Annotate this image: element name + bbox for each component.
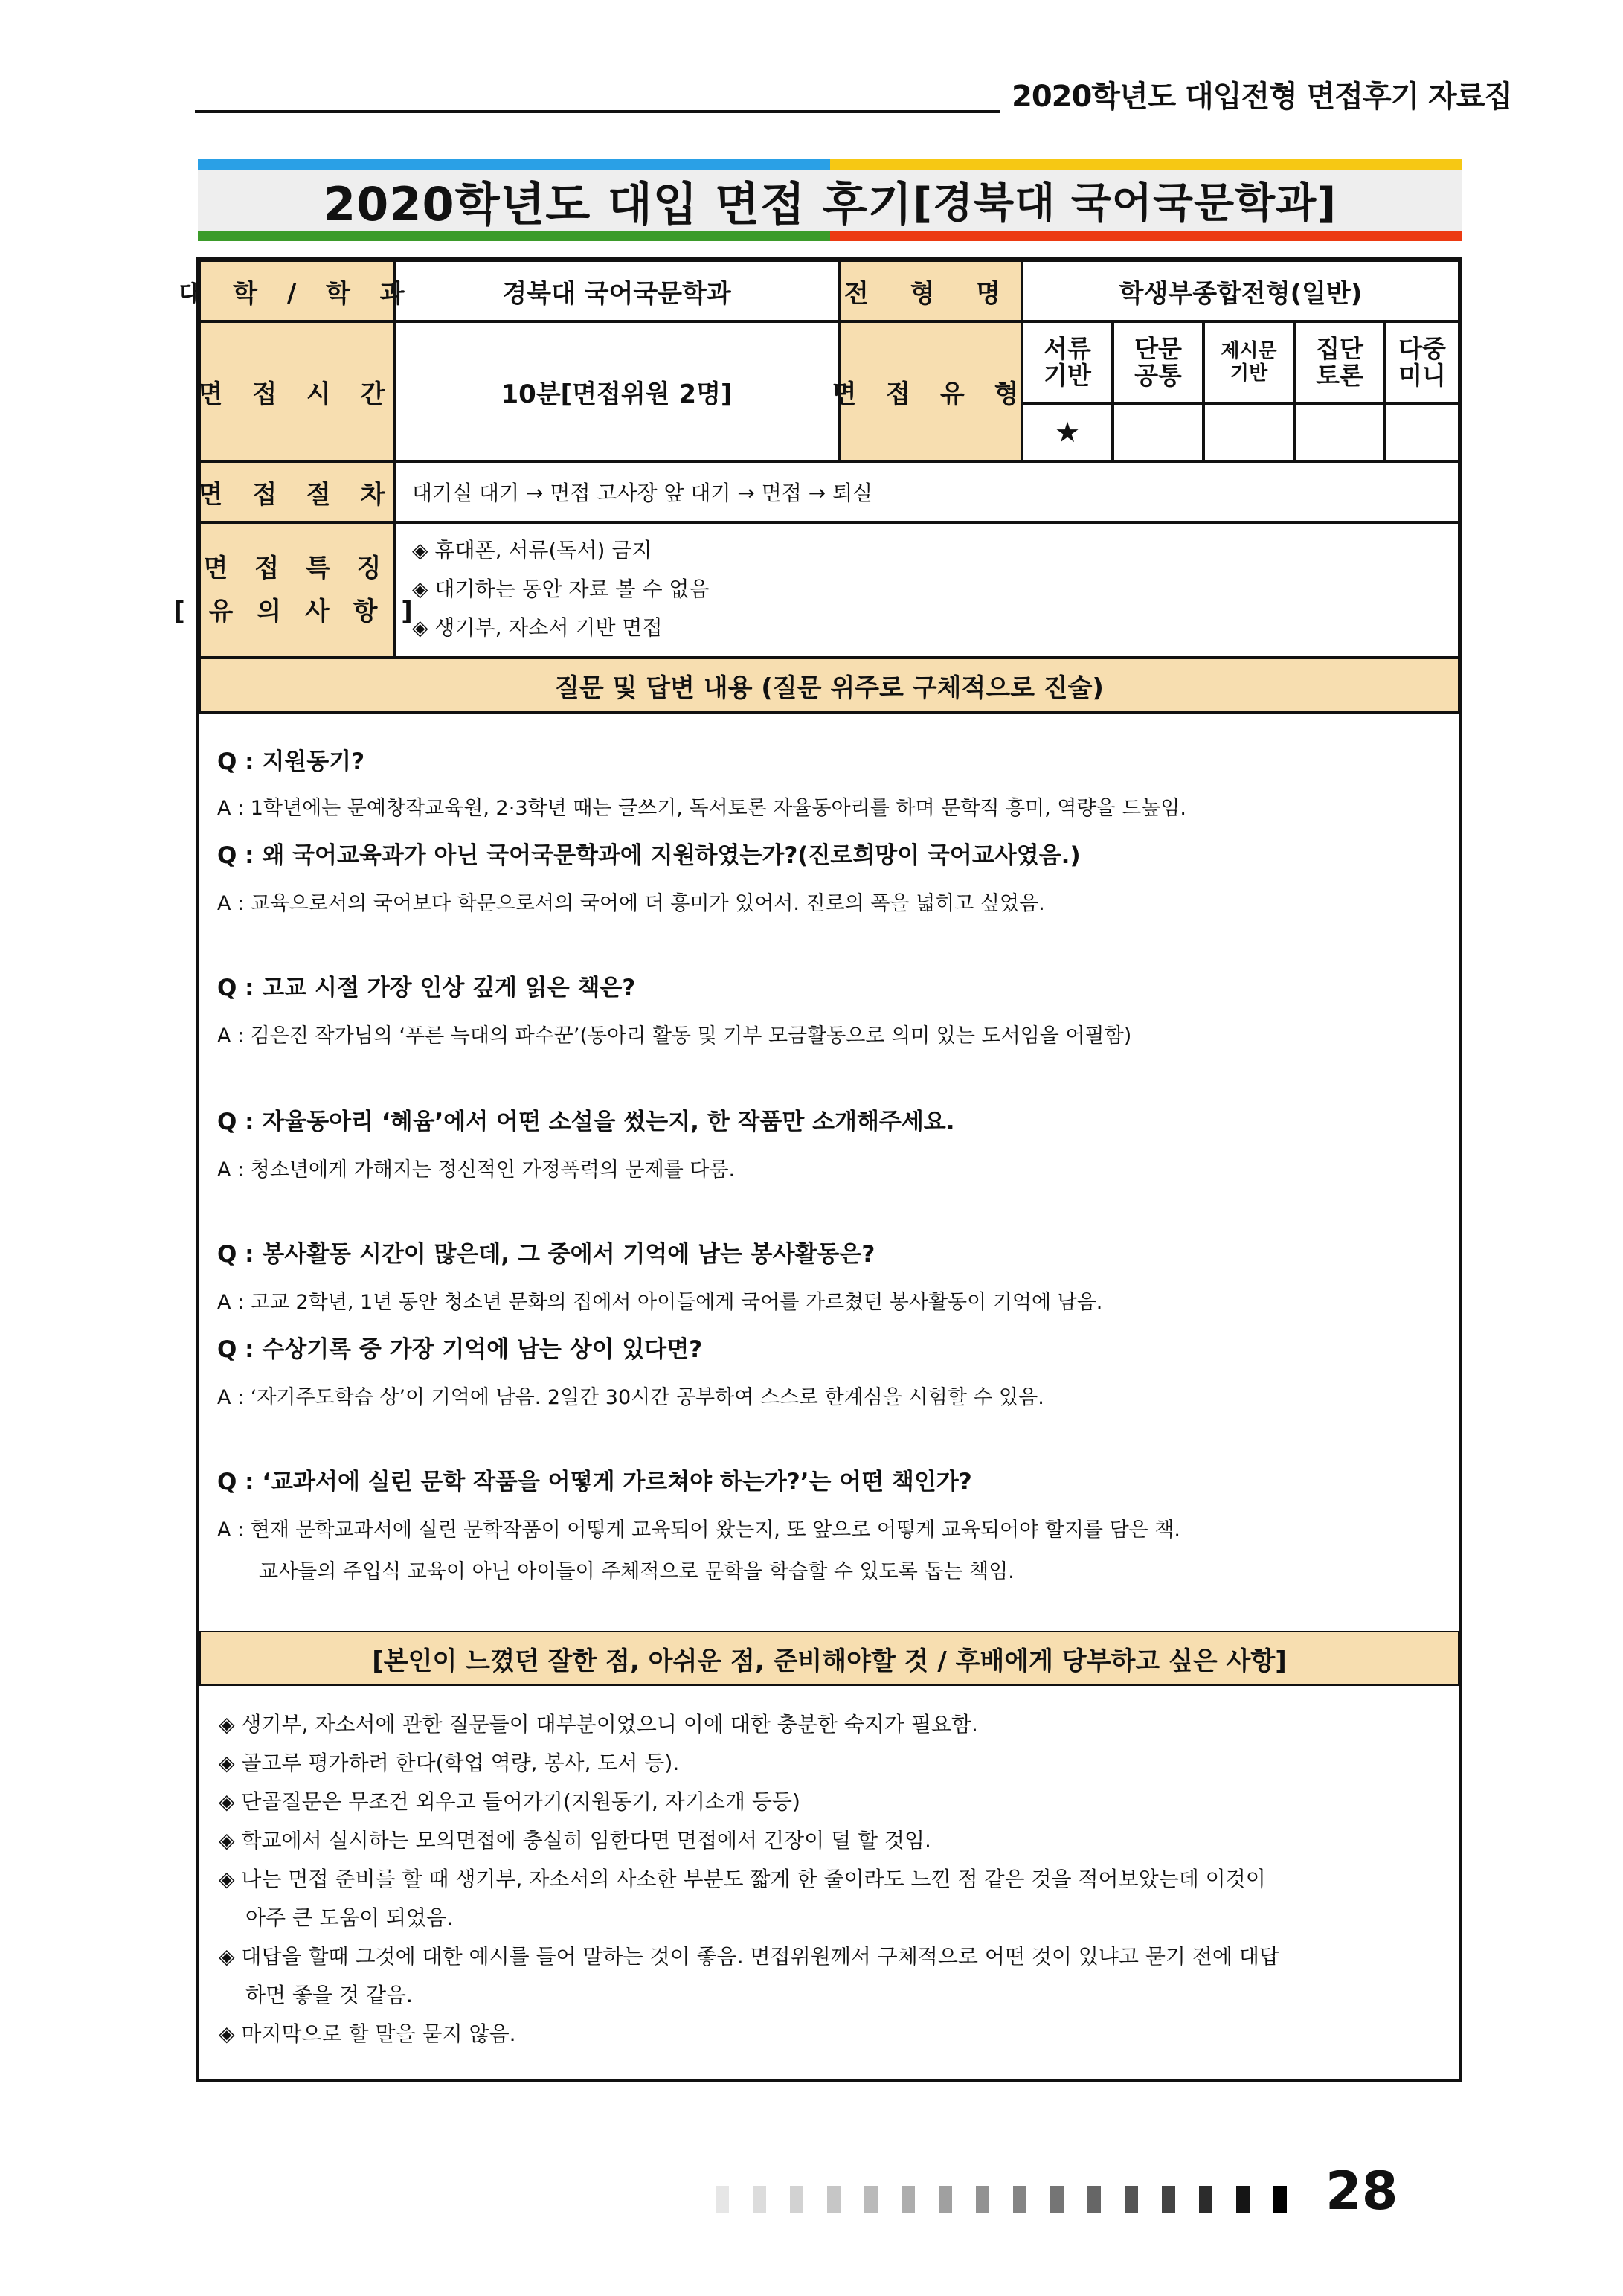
mode-mark-empty	[1294, 403, 1385, 461]
mode-mark-empty	[1113, 403, 1203, 461]
selected-star-icon: ★	[1022, 403, 1113, 461]
feature-label-main: 면 접 특 징	[203, 554, 391, 583]
footer-square	[716, 2186, 729, 2213]
footer-square	[1162, 2186, 1175, 2213]
title-banner	[198, 159, 1462, 241]
page-title-main: 2020학년도 대입 면접 후기	[324, 176, 913, 231]
footer-square	[864, 2186, 878, 2213]
tip-item: ◈ 생기부, 자소서에 관한 질문들이 대부분이었으니 이에 대한 충분한 숙지가 필요함.	[219, 1712, 978, 1737]
answer-1: A : 1학년에는 문예창작교육원, 2·3학년 때는 글쓰기, 독서토론 자율동아리를 하며 문학적 흥미, 역량을 드높임.	[217, 797, 1186, 820]
footer-square	[1087, 2186, 1101, 2213]
mode-mark-empty	[1385, 403, 1459, 461]
question-7: Q : ‘교과서에 실린 문학 작품을 어떻게 가르쳐야 하는가?’는 어떤 책인가?	[217, 1469, 972, 1495]
answer-7-continued: 교사들의 주입식 교육이 아닌 아이들이 주체적으로 문학을 학습할 수 있도록 돕는 책임.	[259, 1560, 1015, 1583]
page-number: 28	[1325, 2161, 1398, 2222]
footer-square	[1013, 2186, 1026, 2213]
header-rule	[195, 110, 1000, 113]
feature-list	[394, 522, 1459, 658]
footer-square	[827, 2186, 841, 2213]
page-title	[198, 170, 1462, 231]
footer-square	[976, 2186, 989, 2213]
interview-form	[173, 257, 1462, 2082]
tip-item-continued: 하면 좋을 것 같음.	[245, 1983, 413, 2007]
question-4: Q : 자율동아리 ‘혜윰’에서 어떤 소설을 썼는지, 한 작품만 소개해주세요.	[217, 1109, 955, 1135]
answer-3: A : 김은진 작가님의 ‘푸른 늑대의 파수꾼’(동아리 활동 및 기부 모금활동으로 의미 있는 도서임을 어필함)	[217, 1024, 1132, 1048]
univ-label: 대 학 / 학 과	[199, 260, 394, 321]
qa-divider	[199, 713, 1459, 719]
feature-label-sub: [ 유 의 사 항 ]	[173, 597, 420, 626]
type-label: 전 형 명	[839, 260, 1022, 321]
proc-label: 면 접 절 차	[199, 461, 394, 522]
question-1: Q : 지원동기?	[217, 748, 365, 775]
tip-item: ◈ 학교에서 실시하는 모의면접에 충실히 임한다면 면접에서 긴장이 덜 할 것임.	[219, 1828, 931, 1853]
mode-mark-empty	[1203, 403, 1294, 461]
qa-body	[199, 719, 1459, 1631]
tip-item-continued: 아주 큰 도움이 되었음.	[245, 1905, 454, 1930]
question-2: Q : 왜 국어교육과가 아닌 국어국문학과에 지원하였는가?(진로희망이 국어교사였음.)	[217, 842, 1081, 869]
tips-body	[199, 1686, 1459, 2079]
univ-value: 경북대 국어국문학과	[394, 260, 839, 321]
feature-item: ◈ 휴대폰, 서류(독서) 금지	[412, 538, 652, 562]
answer-7: A : 현재 문학교과서에 실린 문학작품이 어떻게 교육되어 왔는지, 또 앞으로 어떻게 교육되어야 할지를 담은 책.	[217, 1519, 1180, 1542]
footer-square	[1199, 2186, 1212, 2213]
banner-bar-yellow	[830, 159, 1462, 170]
type-value: 학생부종합전형(일반)	[1022, 260, 1459, 321]
qa-section-header: 질문 및 답변 내용 (질문 위주로 구체적으로 진술)	[199, 658, 1459, 713]
footer-square	[790, 2186, 803, 2213]
footer-square	[1273, 2186, 1287, 2213]
tip-item: ◈ 대답을 할때 그것에 대한 예시를 들어 말하는 것이 좋음. 면접위원께서 구체적으로 어떤 것이 있냐고 묻기 전에 대답	[219, 1944, 1279, 1969]
footer-square	[902, 2186, 915, 2213]
proc-value: 대기실 대기 → 면접 고사장 앞 대기 → 면접 → 퇴실	[394, 461, 1459, 522]
question-5: Q : 봉사활동 시간이 많은데, 그 중에서 기억에 남는 봉사활동은?	[217, 1241, 875, 1268]
footer-square	[1236, 2186, 1250, 2213]
mode-multiple-mini: 다중 미니	[1385, 321, 1459, 403]
tips-section-header: [본인이 느꼈던 잘한 점, 아쉬운 점, 준비해야할 것 / 후배에게 당부하고 싶은 사항]	[199, 1631, 1459, 1686]
mode-label: 면 접 유 형	[839, 321, 1022, 461]
footer-square	[1125, 2186, 1138, 2213]
feature-item: ◈ 대기하는 동안 자료 볼 수 없음	[412, 577, 710, 601]
answer-4: A : 청소년에게 가해지는 정신적인 가정폭력의 문제를 다룸.	[217, 1158, 736, 1181]
time-label: 면 접 시 간	[199, 321, 394, 461]
answer-6: A : ‘자기주도학습 상’이 기억에 남음. 2일간 30시간 공부하여 스스로 한계심을 시험할 수 있음.	[217, 1386, 1044, 1409]
feature-item: ◈ 생기부, 자소서 기반 면접	[412, 615, 663, 640]
question-3: Q : 고교 시절 가장 인상 깊게 읽은 책은?	[217, 975, 636, 1001]
feature-label	[173, 522, 420, 658]
footer-square	[939, 2186, 952, 2213]
banner-bar-red	[830, 231, 1462, 241]
banner-bar-green	[198, 231, 830, 241]
answer-2: A : 교육으로서의 국어보다 학문으로서의 국어에 더 흥미가 있어서. 진로의 폭을 넓히고 싶었음.	[217, 892, 1045, 915]
tip-item: ◈ 마지막으로 할 말을 묻지 않음.	[219, 2021, 516, 2046]
mode-short-common: 단문 공통	[1113, 321, 1203, 403]
time-value: 10분[면접위원 2명]	[394, 321, 839, 461]
mode-document-based: 서류 기반	[1022, 321, 1113, 403]
mode-passage-based: 제시문 기반	[1203, 321, 1294, 403]
tip-item: ◈ 골고루 평가하려 한다(학업 역량, 봉사, 도서 등).	[219, 1751, 680, 1775]
footer-square	[753, 2186, 766, 2213]
running-header-title: 2020학년도 대입전형 면접후기 자료집	[1012, 80, 1513, 114]
mode-group-discussion: 집단 토론	[1294, 321, 1385, 403]
tip-item: ◈ 나는 면접 준비를 할 때 생기부, 자소서의 사소한 부분도 짧게 한 줄이라도 느낀 점 같은 것을 적어보았는데 이것이	[219, 1867, 1266, 1891]
footer-square	[1050, 2186, 1064, 2213]
page-title-sub: [경북대 국어국문학과]	[913, 179, 1337, 228]
tip-item: ◈ 단골질문은 무조건 외우고 들어가기(지원동기, 자기소개 등등)	[219, 1789, 800, 1814]
question-6: Q : 수상기록 중 가장 기억에 남는 상이 있다면?	[217, 1336, 703, 1363]
answer-5: A : 고교 2학년, 1년 동안 청소년 문화의 집에서 아이들에게 국어를 가르쳤던 봉사활동이 기억에 남음.	[217, 1291, 1103, 1314]
